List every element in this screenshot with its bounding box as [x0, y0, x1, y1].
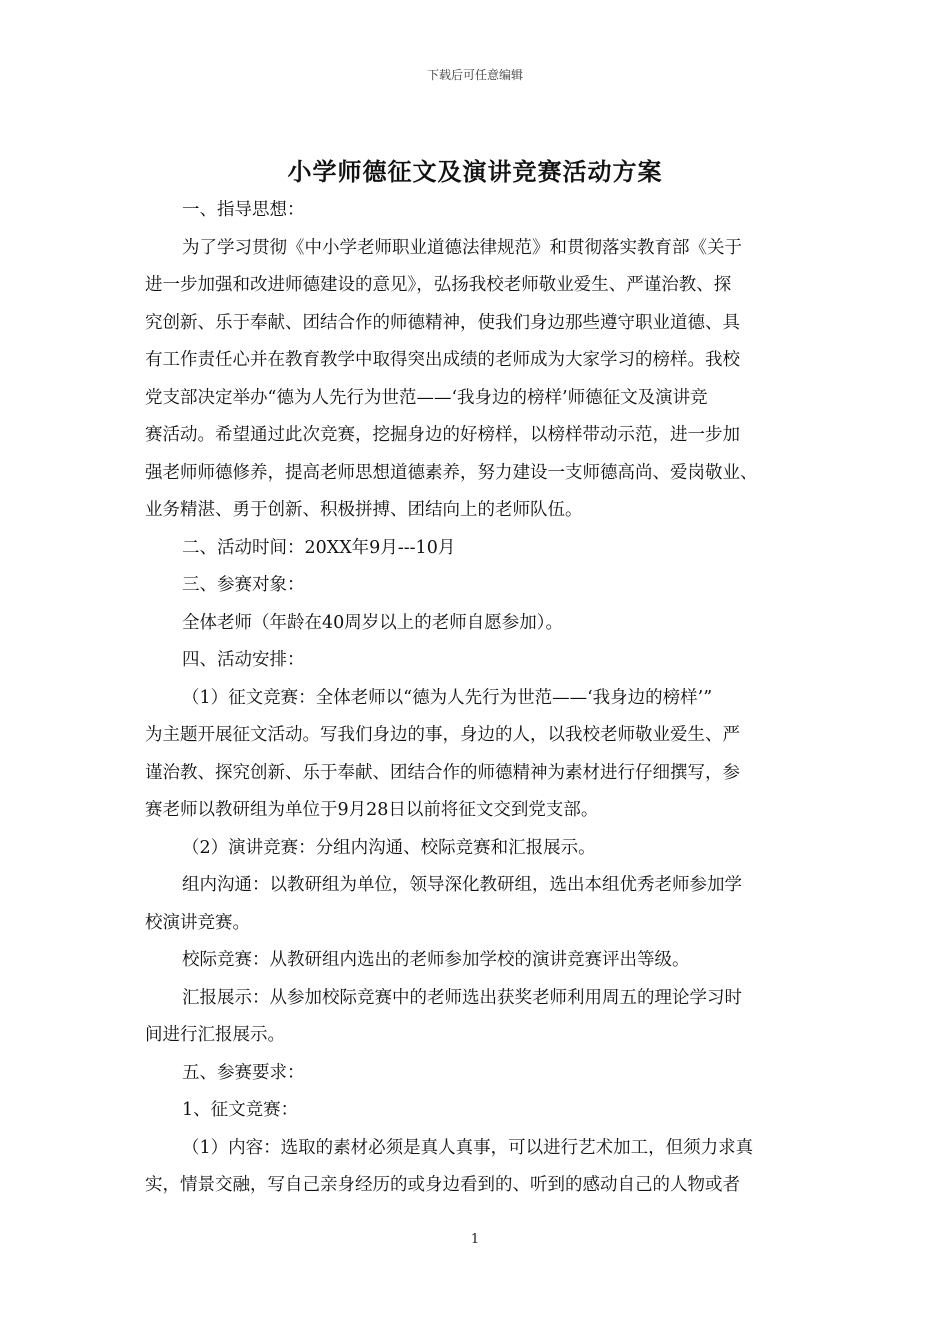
body-line: 五、参赛要求： — [182, 1062, 305, 1083]
page-number: 1 — [470, 1232, 480, 1247]
body-line: （1）内容：选取的素材必须是真人真事，可以进行艺术加工，但须力求真 — [182, 1137, 754, 1158]
body-line: 一、指导思想： — [182, 200, 305, 220]
body-line: 全体老师（年龄在40周岁以上的老师自愿参加）。 — [182, 612, 564, 633]
body-line: 校演讲竞赛。 — [145, 912, 250, 933]
body-line: 为了学习贯彻《中小学老师职业道德法律规范》和贯彻落实教育部《关于 — [182, 237, 742, 258]
body-line: 强老师师德修养，提高老师思想道德素养，努力建设一支师德高尚、爱岗敬业、 — [145, 462, 758, 483]
body-line: （1）征文竞赛：全体老师以“德为人先行为世范——‘我身边的榜样’” — [182, 687, 713, 708]
body-line: 汇报展示：从参加校际竞赛中的老师选出获奖老师利用周五的理论学习时 — [182, 987, 742, 1008]
body-line: 赛老师以教研组为单位于9月28日以前将征文交到党支部。 — [145, 800, 599, 820]
body-line: 赛活动。希望通过此次竞赛，挖掘身边的好榜样，以榜样带动示范，进一步加 — [145, 425, 740, 445]
body-line: 为主题开展征文活动。写我们身边的事，身边的人，以我校老师敬业爱生、严 — [145, 725, 740, 745]
document-title: 小学师德征文及演讲竞赛活动方案 — [287, 157, 663, 186]
header-note: 下载后可任意编辑 — [426, 68, 523, 82]
body-line: 校际竞赛：从教研组内选出的老师参加学校的演讲竞赛评出等级。 — [182, 950, 690, 970]
body-line: 实，情景交融，写自己亲身经历的或身边看到的、听到的感动自己的人物或者 — [145, 1175, 740, 1195]
body-line: 业务精湛、勇于创新、积极拼搏、团结向上的老师队伍。 — [145, 500, 583, 520]
body-line: 组内沟通：以教研组为单位，领导深化教研组，选出本组优秀老师参加学 — [182, 875, 742, 895]
document-body — [145, 192, 813, 1205]
body-line: 1、征文竞赛： — [182, 1100, 299, 1120]
body-line: 谨治教、探究创新、乐于奉献、团结合作的师德精神为素材进行仔细撰写，参 — [145, 762, 740, 783]
body-line: 究创新、乐于奉献、团结合作的师德精神，使我们身边那些遵守职业道德、具 — [145, 312, 740, 333]
body-line: 有工作责任心并在教育教学中取得突出成绩的老师成为大家学习的榜样。我校 — [145, 350, 740, 370]
body-line: 间进行汇报展示。 — [145, 1025, 285, 1045]
body-line: 四、活动安排： — [182, 650, 305, 670]
body-line: 三、参赛对象： — [182, 575, 305, 595]
body-line: 党支部决定举办“德为人先行为世范——‘我身边的榜样’师德征文及演讲竞 — [145, 387, 708, 408]
body-line: 进一步加强和改进师德建设的意见》，弘扬我校老师敬业爱生、严谨治教、探 — [145, 275, 732, 295]
body-line: 二、活动时间：20XX年9月---10月 — [182, 537, 456, 558]
body-line: （2）演讲竞赛：分组内沟通、校际竞赛和汇报展示。 — [182, 837, 596, 858]
